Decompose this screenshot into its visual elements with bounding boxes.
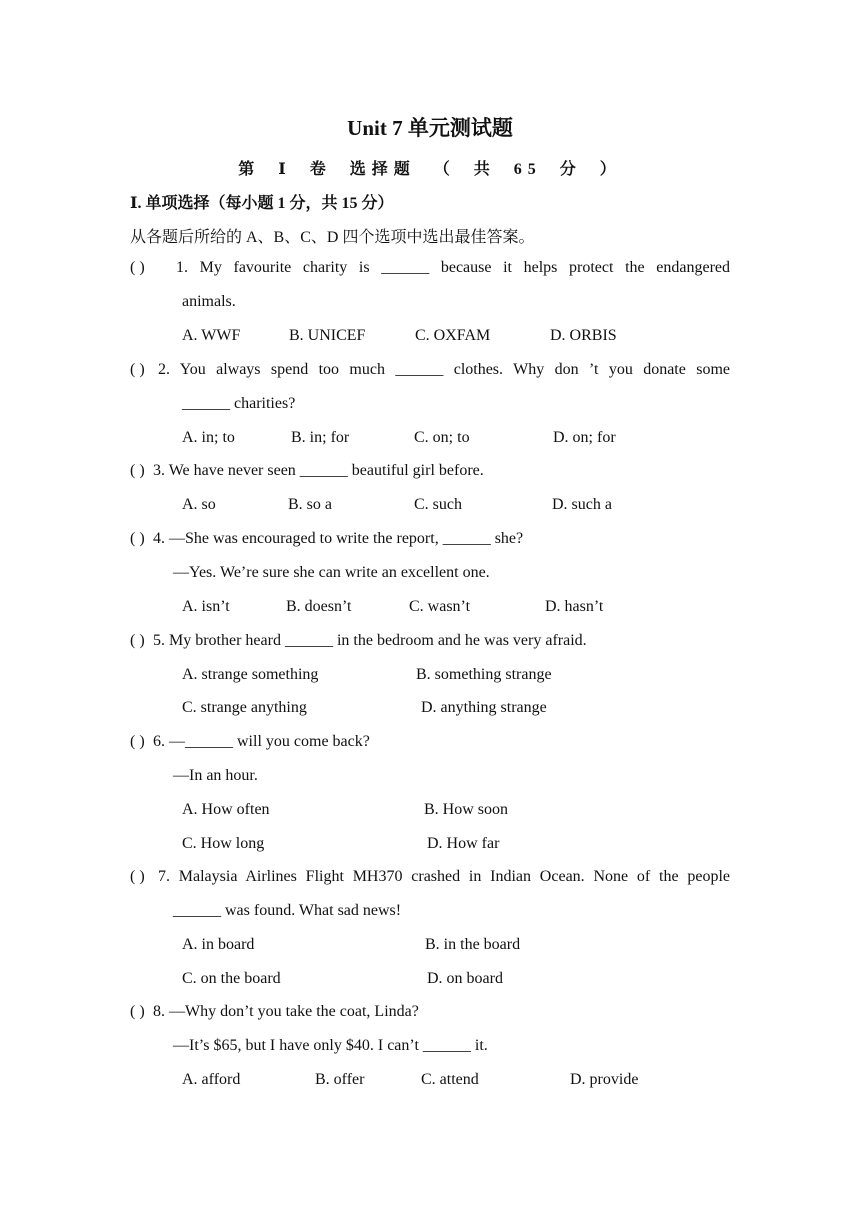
option-a: A. in board: [182, 936, 255, 953]
answer-bracket: ( ): [130, 733, 145, 750]
answer-bracket: ( ): [130, 530, 145, 547]
question-7: [130, 860, 730, 894]
option-b: B. something strange: [416, 666, 552, 683]
question-stem: 2. You always spend too much ______ clothes. Why don ’t you donate some: [158, 361, 730, 378]
answer-bracket: ( ): [130, 361, 145, 378]
option-a: A. How often: [182, 801, 270, 818]
question-4: [130, 522, 730, 556]
option-a: A. isn’t: [182, 598, 230, 615]
question-stem: 6. —______ will you come back?: [153, 733, 370, 750]
question-3: [130, 454, 730, 488]
option-b: B. in the board: [425, 936, 521, 953]
section-heading: Ⅰ. 单项选择（每小题 1 分，共 15 分）: [130, 195, 394, 212]
question-stem-continued: ______ charities?: [182, 395, 296, 412]
question-2-options: [182, 421, 742, 455]
option-b: B. doesn’t: [286, 598, 352, 615]
option-c: C. on; to: [414, 429, 470, 446]
answer-bracket: ( ): [130, 462, 145, 479]
option-a: A. so: [182, 496, 216, 513]
question-stem: 7. Malaysia Airlines Flight MH370 crashed in Indian Ocean. None of the people: [158, 868, 730, 885]
option-d: D. ORBIS: [550, 327, 617, 344]
page-title: Unit 7 单元测试题: [347, 116, 513, 140]
question-7-options-row-1: [182, 928, 742, 962]
option-d: D. such a: [552, 496, 612, 513]
option-d: D. anything strange: [421, 699, 547, 716]
question-1: [130, 251, 730, 285]
option-c: C. wasn’t: [409, 598, 471, 615]
option-d: D. provide: [570, 1071, 639, 1088]
question-1-options: [182, 319, 742, 353]
dialogue-reply: —Yes. We’re sure she can write an excellent one.: [173, 564, 490, 581]
option-d: D. on board: [427, 970, 503, 987]
question-stem-continued: ______ was found. What sad news!: [173, 902, 402, 919]
question-5: [130, 624, 730, 658]
option-a: A. afford: [182, 1071, 241, 1088]
question-6: [130, 725, 730, 759]
question-6-options-row-1: [182, 793, 742, 827]
dialogue-reply: —It’s $65, but I have only $40. I can’t ______ it.: [173, 1037, 488, 1054]
option-a: A. strange something: [182, 666, 319, 683]
question-8-options: [182, 1063, 742, 1097]
answer-bracket: ( ): [130, 868, 145, 885]
question-7-options-row-2: [182, 962, 742, 996]
option-a: A. in; to: [182, 429, 235, 446]
answer-bracket: ( ): [130, 632, 145, 649]
question-5-options-row-2: [182, 691, 742, 725]
question-6-options-row-2: [182, 827, 742, 861]
page-subtitle: 第 Ⅰ 卷 选择题 （ 共 65 分 ）: [238, 161, 622, 178]
option-d: D. How far: [427, 835, 500, 852]
question-stem: 3. We have never seen ______ beautiful girl before.: [153, 462, 484, 479]
answer-bracket: ( ): [130, 1003, 145, 1020]
dialogue-reply: —In an hour.: [173, 767, 258, 784]
question-4-options: [182, 590, 742, 624]
question-5-options-row-1: [182, 658, 742, 692]
option-c: C. How long: [182, 835, 265, 852]
option-c: C. such: [414, 496, 462, 513]
option-c: C. strange anything: [182, 699, 307, 716]
option-d: D. on; for: [553, 429, 616, 446]
option-b: B. UNICEF: [289, 327, 366, 344]
question-stem-continued: animals.: [182, 293, 236, 310]
section-instructions: 从各题后所给的 A、B、C、D 四个选项中选出最佳答案。: [130, 229, 535, 246]
question-stem: 1. My favourite charity is ______ because it helps protect the endangered: [176, 259, 730, 276]
question-3-options: [182, 488, 742, 522]
option-c: C. on the board: [182, 970, 281, 987]
question-stem: 8. —Why don’t you take the coat, Linda?: [153, 1003, 419, 1020]
option-b: B. in; for: [291, 429, 350, 446]
option-c: C. attend: [421, 1071, 479, 1088]
option-d: D. hasn’t: [545, 598, 604, 615]
question-stem: 4. —She was encouraged to write the report, ______ she?: [153, 530, 524, 547]
option-b: B. How soon: [424, 801, 509, 818]
option-a: A. WWF: [182, 327, 241, 344]
option-b: B. offer: [315, 1071, 365, 1088]
answer-bracket: ( ): [130, 259, 145, 276]
question-8: [130, 995, 730, 1029]
question-2: [130, 353, 730, 387]
option-b: B. so a: [288, 496, 332, 513]
question-stem: 5. My brother heard ______ in the bedroom and he was very afraid.: [153, 632, 587, 649]
option-c: C. OXFAM: [415, 327, 491, 344]
